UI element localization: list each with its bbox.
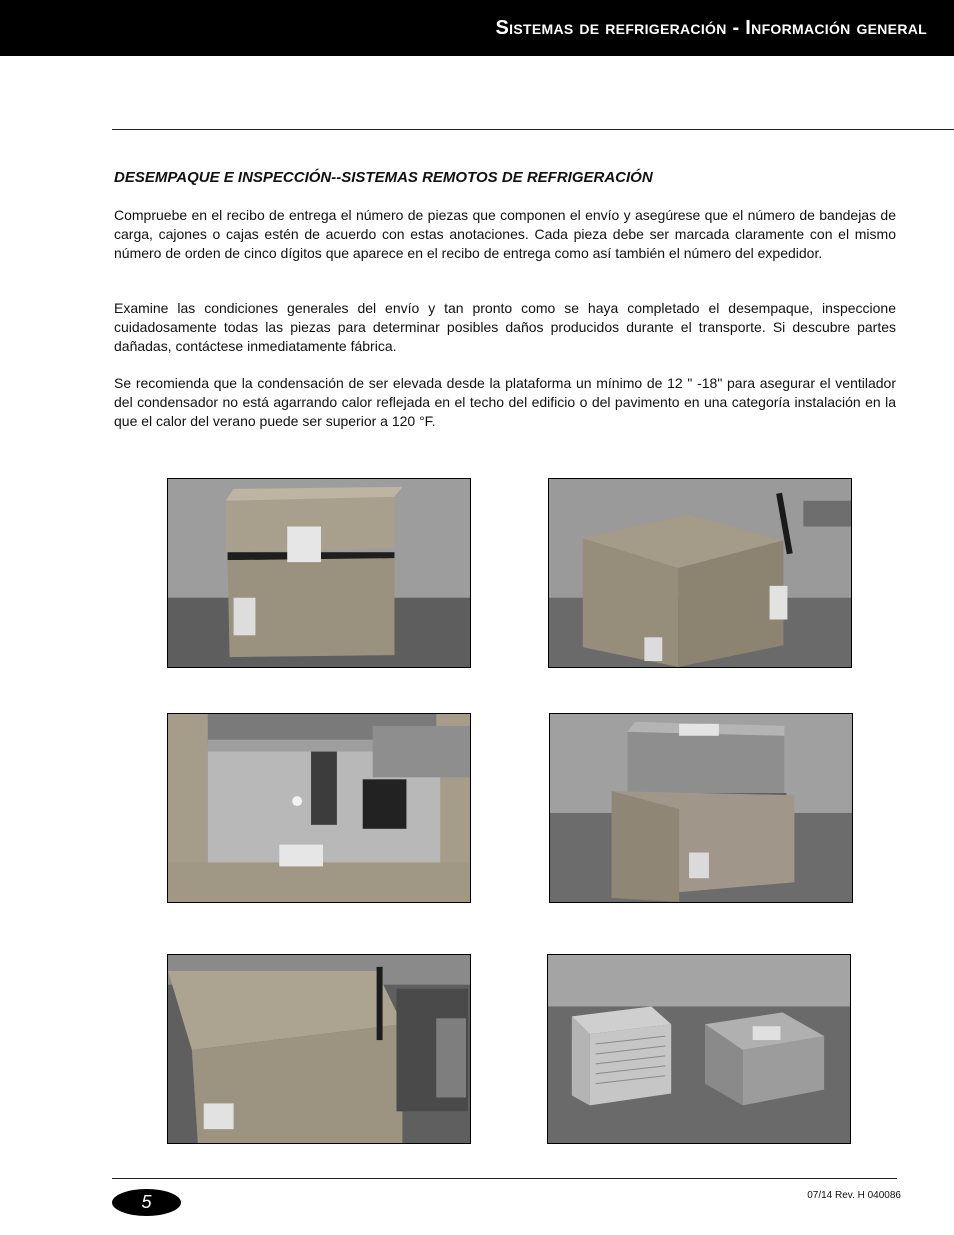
header-bar xyxy=(0,0,954,56)
page-title: Sistemas de refrigeración - Información general xyxy=(495,17,927,39)
photo-drilling-unit-panel xyxy=(167,713,471,903)
page-number: 5 xyxy=(112,1189,181,1216)
top-divider xyxy=(112,129,954,130)
photo-stacked-crates xyxy=(167,478,471,668)
paragraph-delivery-check: Compruebe en el recibo de entrega el número de piezas que componen el envío y asegúrese que el número de bandejas de carga, cajones o cajas estén de acuerdo con estas anotaciones. Cada pieza debe ser marcada claramente con el mismo número de orden de cinco dígitos que aparece en el recibo de entrega como así también el número del expedidor. xyxy=(114,207,896,261)
bottom-divider xyxy=(112,1178,897,1179)
paragraph-inspection: Examine las condiciones generales del envío y tan pronto como se haya completado el desempaque, inspeccione cuidadosamente todas las piezas para determinar posibles daños producidos durante el transporte. Si descubre partes dañadas, contáctese inmediatamente fábrica. xyxy=(114,300,896,354)
photo-crate-removal xyxy=(167,954,471,1144)
revision-code: 07/14 Rev. H 040086 xyxy=(807,1190,901,1201)
paragraph-condenser-elevation: Se recomienda que la condensación de ser elevada desde la plataforma un mínimo de 12 " -18" para asegurar el ventilador del condensador no está agarrando calor reflejada en el techo del edificio o del pavimento en una categoría instalación en la que el calor del verano puede ser superior a 120 °F. xyxy=(114,375,896,429)
photo-unit-on-crate-base xyxy=(549,713,853,903)
photo-crate-opening-tool xyxy=(548,478,852,668)
photo-unpacked-units xyxy=(547,954,851,1144)
section-heading: DESEMPAQUE E INSPECCIÓN--SISTEMAS REMOTOS DE REFRIGERACIÓN xyxy=(114,169,653,186)
